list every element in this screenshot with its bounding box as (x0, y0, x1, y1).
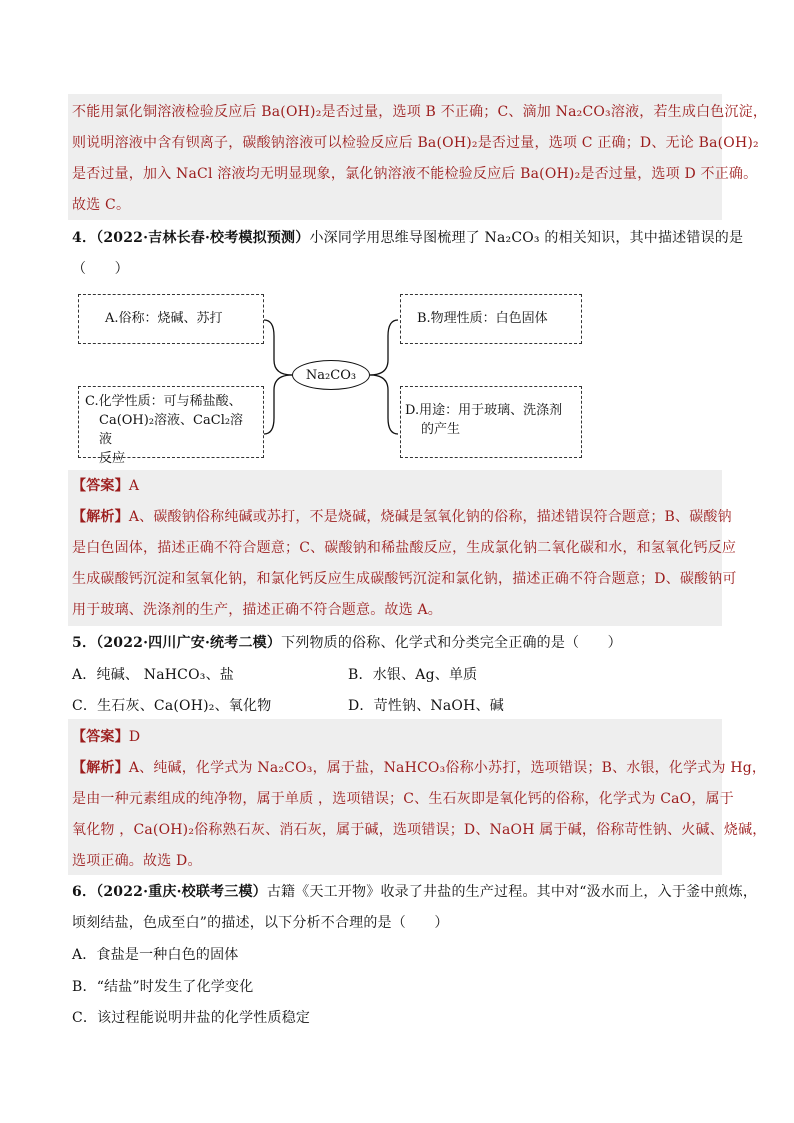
mindmap-node-d-line: 的产生 (421, 422, 461, 437)
answer-label: 【答案】 (72, 729, 129, 745)
q5-answer (72, 727, 140, 747)
mindmap-center: Na₂CO₃ (292, 360, 370, 390)
q5-analysis-line: 选项正确。故选 D。 (72, 853, 202, 869)
answer-value: A (128, 478, 140, 494)
q4-analysis-line: 是白色固体，描述正确不符合题意；C、碳酸钠和稀盐酸反应，生成氯化钠二氧化碳和水，和氢氧化钙反应 (72, 540, 737, 556)
q6-option-c: C．该过程能说明井盐的化学性质稳定 (72, 1010, 311, 1026)
q5-option-c: C．生石灰、Ca(OH)₂、氧化物 (72, 698, 272, 714)
q6-stem-line2: 顷刻结盐，色成至白”的描述，以下分析不合理的是（ ） (72, 915, 449, 931)
q4-stem-text: 小深同学用思维导图梳理了 Na₂CO₃ 的相关知识，其中描述错误的是 (309, 230, 744, 246)
q5-analysis-line (72, 758, 766, 778)
q4-answer (72, 476, 139, 496)
answer-label: 【答案】 (72, 478, 129, 494)
q4-stem (72, 228, 743, 248)
q5-option-b: B．水银、Ag、单质 (348, 667, 478, 683)
mindmap-node-a-text: A.俗称：烧碱、苏打 (105, 311, 223, 326)
analysis-label: 【解析】 (72, 509, 129, 525)
mindmap-node-c (78, 386, 264, 466)
analysis-line: 不能用氯化铜溶液检验反应后 Ba(OH)₂是否过量，选项 B 不正确；C、滴加 Na₂CO₃溶液，若生成白色沉淀， (72, 104, 768, 120)
q5-stem-text: 下列物质的俗称、化学式和分类完全正确的是（ ） (281, 635, 622, 651)
q5-analysis-line: 氧化物 ，Ca(OH)₂俗称熟石灰、消石灰，属于碱，选项错误；D、NaOH 属于碱，俗称苛性钠、火碱、烧碱， (72, 822, 767, 838)
mindmap-node-a (78, 294, 264, 344)
q4-source: 4．（2022·吉林长春·校考模拟预测） (72, 230, 310, 246)
mindmap-node-b-text: B.物理性质：白色固体 (417, 311, 548, 326)
top-analysis-box (68, 94, 768, 220)
mindmap-node-c-line: 反应 (99, 451, 126, 466)
analysis-line: 故选 C。 (72, 197, 131, 213)
q5-stem (72, 633, 622, 653)
q5-analysis-line: 是由一种元素组成的纯净物，属于单质 ，选项错误；C、生石灰即是氧化钙的俗称，化学式为 CaO，属于 (72, 791, 734, 807)
q5-source: 5．（2022·四川广安·统考二模） (72, 635, 282, 651)
mindmap-node-d-line: D.用途：用于玻璃、洗涤剂 (405, 403, 563, 418)
q4-analysis-line: 生成碳酸钙沉淀和氢氧化钠，和氯化钙反应生成碳酸钙沉淀和氯化钠，描述正确不符合题意；D、碳酸钠可 (72, 571, 737, 587)
analysis-line: 则说明溶液中含有钡离子，碳酸钠溶液可以检验反应后 Ba(OH)₂是否过量，选项 C 正确；D、无论 Ba(OH)₂ (72, 135, 759, 151)
q4-analysis-line: 用于玻璃、洗涤剂的生产，描述正确不符合题意。故选 A。 (72, 602, 442, 618)
q6-option-b: B．“结盐”时发生了化学变化 (72, 979, 254, 995)
analysis-text: A、纯碱，化学式为 Na₂CO₃，属于盐，NaHCO₃俗称小苏打，选项错误；B、水银，化学式为 Hg， (128, 760, 767, 776)
q6-option-a: A．食盐是一种白色的固体 (72, 947, 239, 963)
analysis-line: 是否过量，加入 NaCl 溶液均无明显现象，氯化钠溶液不能检验反应后 Ba(OH)₂是否过量，选项 D 不正确。 (72, 166, 758, 182)
q5-option-a: A．纯碱、 NaHCO₃、盐 (72, 667, 234, 683)
q6-stem (72, 882, 757, 902)
q6-stem-text: 古籍《天工开物》收录了井盐的生产过程。其中对“汲水而上，入于釜中煎炼， (266, 884, 758, 900)
mindmap-node-d (400, 386, 582, 458)
mindmap-node-c-line: Ca(OH)₂溶液、CaCl₂溶液 (99, 413, 244, 447)
q4-paren: （ ） (72, 261, 129, 277)
mindmap-node-c-line: C.化学性质：可与稀盐酸、 (85, 394, 242, 409)
analysis-label: 【解析】 (72, 760, 129, 776)
q4-analysis-line (72, 507, 732, 527)
q5-option-d: D．苛性钠、NaOH、碱 (348, 698, 504, 714)
analysis-text: A、碳酸钠俗称纯碱或苏打，不是烧碱，烧碱是氢氧化钠的俗称，描述错误符合题意；B、碳酸钠 (128, 509, 732, 525)
q5-answer-box (68, 719, 767, 875)
answer-value: D (128, 729, 141, 745)
mindmap (78, 294, 588, 466)
q6-source: 6．（2022·重庆·校联考三模） (72, 884, 267, 900)
mindmap-node-b (400, 294, 582, 344)
q4-answer-box (68, 470, 737, 626)
